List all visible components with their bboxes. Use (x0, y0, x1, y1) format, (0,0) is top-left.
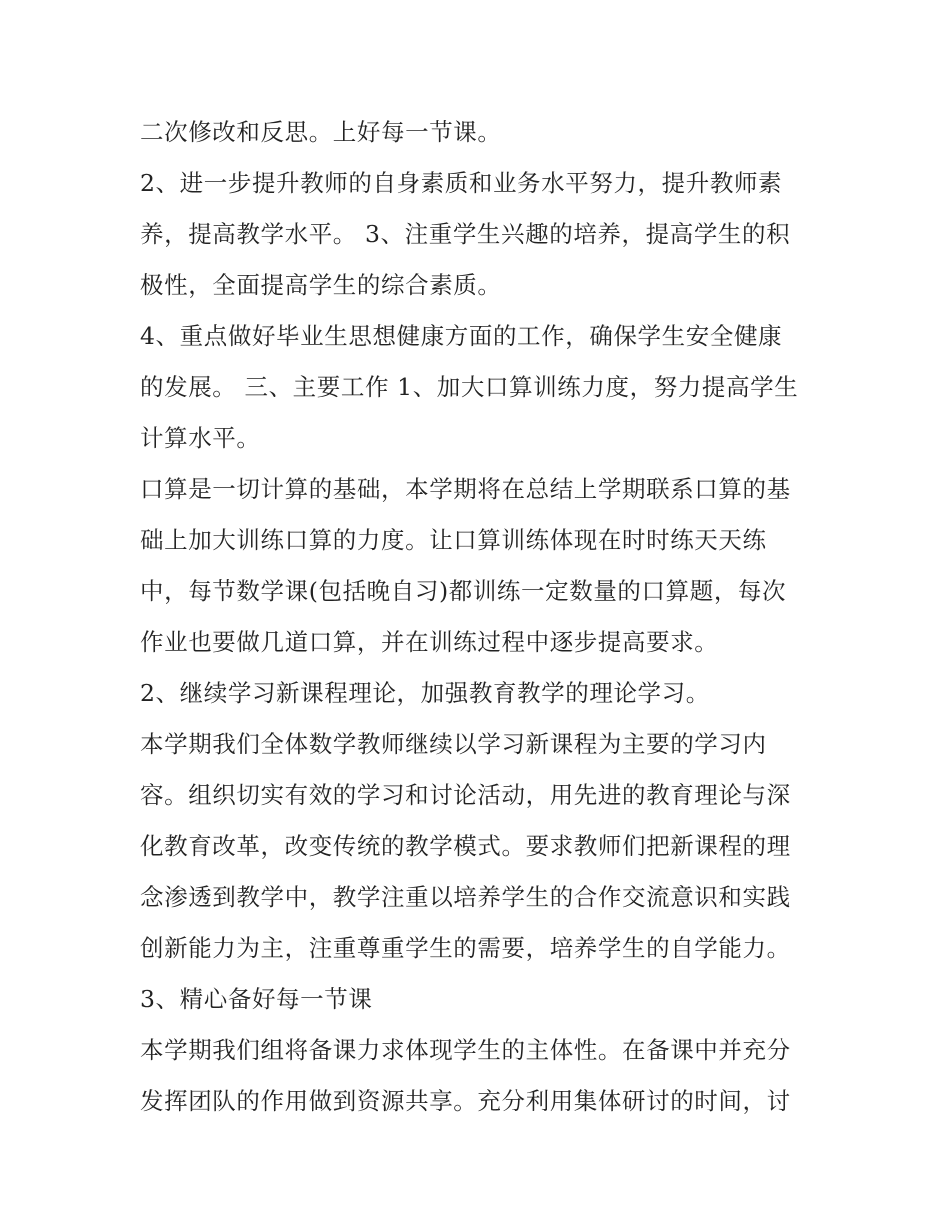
text-line: 的发展。 三、主要工作 1、加大口算训练力度，努力提高学生 (140, 373, 799, 401)
text-line: 口算是一切计算的基础，本学期将在总结上学期联系口算的基 (140, 475, 791, 503)
text-line: 3、精心备好每一节课 (140, 985, 373, 1013)
text-line: 4、重点做好毕业生思想健康方面的工作，确保学生安全健康 (140, 322, 783, 350)
text-line: 发挥团队的作用做到资源共享。充分利用集体研讨的时间，讨 (140, 1087, 791, 1115)
document-body (140, 107, 820, 1127)
text-line: 本学期我们组将备课力求体现学生的主体性。在备课中并充分 (140, 1036, 791, 1064)
text-line: 计算水平。 (140, 424, 261, 452)
text-line: 创新能力为主，注重尊重学生的需要，培养学生的自学能力。 (140, 934, 791, 962)
text-line: 念渗透到教学中，教学注重以培养学生的合作交流意识和实践 (140, 883, 791, 911)
text-line: 化教育改革，改变传统的教学模式。要求教师们把新课程的理 (140, 832, 791, 860)
text-line: 中，每节数学课(包括晚自习)都训练一定数量的口算题，每次 (140, 577, 787, 605)
text-line: 养，提高教学水平。 3、注重学生兴趣的培养，提高学生的积 (140, 220, 791, 248)
text-line: 2、继续学习新课程理论，加强教育教学的理论学习。 (140, 679, 710, 707)
text-line: 础上加大训练口算的力度。让口算训练体现在时时练天天练 (140, 526, 767, 554)
text-line: 二次修改和反思。上好每一节课。 (140, 118, 502, 146)
text-line: 极性，全面提高学生的综合素质。 (140, 271, 502, 299)
text-line: 容。组织切实有效的学习和讨论活动，用先进的教育理论与深 (140, 781, 791, 809)
text-line: 本学期我们全体数学教师继续以学习新课程为主要的学习内 (140, 730, 767, 758)
text-line: 2、进一步提升教师的自身素质和业务水平努力，提升教师素 (140, 169, 783, 197)
text-line: 作业也要做几道口算，并在训练过程中逐步提高要求。 (140, 628, 719, 656)
